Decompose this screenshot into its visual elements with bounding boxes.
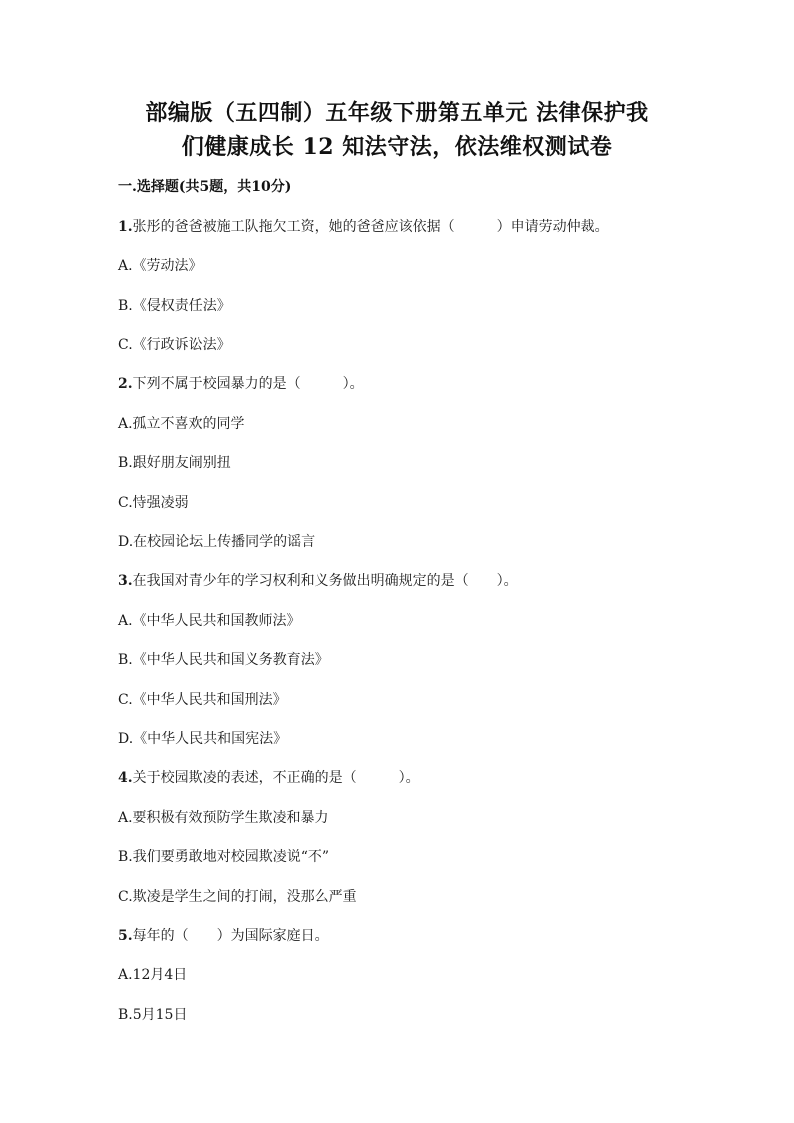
question-3-option-a: A.《中华人民共和国教师法》 bbox=[118, 613, 301, 629]
question-2-option-d: D.在校园论坛上传播同学的谣言 bbox=[118, 534, 316, 550]
exam-title-line-1: 部编版（五四制）五年级下册第五单元 法律保护我 bbox=[145, 100, 649, 126]
question-2-option-c: C.恃强凌弱 bbox=[118, 495, 189, 511]
question-5-option-b: B.5月15日 bbox=[118, 1007, 188, 1023]
question-text: 关于校园欺凌的表述，不正确的是（ ）。 bbox=[132, 770, 420, 786]
question-4 bbox=[118, 768, 420, 788]
question-1-option-c: C.《行政诉讼法》 bbox=[118, 337, 231, 353]
question-2-option-b: B.跟好朋友闹别扭 bbox=[118, 455, 231, 471]
question-1-option-b: B.《侵权责任法》 bbox=[118, 298, 231, 314]
question-5 bbox=[118, 926, 329, 946]
question-4-option-a: A.要积极有效预防学生欺凌和暴力 bbox=[118, 810, 329, 826]
question-number: 4. bbox=[118, 770, 133, 786]
question-text: 每年的（ ）为国际家庭日。 bbox=[132, 928, 329, 944]
question-number: 1. bbox=[118, 219, 133, 235]
question-3-option-d: D.《中华人民共和国宪法》 bbox=[118, 731, 288, 747]
question-2 bbox=[118, 374, 364, 394]
question-5-option-a: A.12月4日 bbox=[118, 967, 188, 983]
question-text: 在我国对青少年的学习权利和义务做出明确规定的是（ ）。 bbox=[132, 573, 518, 589]
question-3-option-b: B.《中华人民共和国义务教育法》 bbox=[118, 652, 329, 668]
question-1-option-a: A.《劳动法》 bbox=[118, 258, 203, 274]
question-text: 张彤的爸爸被施工队拖欠工资，她的爸爸应该依据（ ）申请劳动仲裁。 bbox=[132, 219, 609, 235]
question-3-option-c: C.《中华人民共和国刑法》 bbox=[118, 692, 287, 708]
exam-title-line-2: 们健康成长 12 知法守法，依法维权测试卷 bbox=[181, 134, 613, 160]
question-1 bbox=[118, 217, 609, 237]
question-2-option-a: A.孤立不喜欢的同学 bbox=[118, 416, 245, 432]
question-4-option-b: B.我们要勇敢地对校园欺凌说“不” bbox=[118, 849, 330, 865]
question-number: 2. bbox=[118, 376, 133, 392]
question-number: 5. bbox=[118, 928, 133, 944]
question-3 bbox=[118, 571, 518, 591]
question-text: 下列不属于校园暴力的是（ ）。 bbox=[132, 376, 364, 392]
question-number: 3. bbox=[118, 573, 133, 589]
section-heading: 一.选择题(共5题，共10分) bbox=[118, 179, 292, 195]
question-4-option-c: C.欺凌是学生之间的打闹，没那么严重 bbox=[118, 889, 357, 905]
